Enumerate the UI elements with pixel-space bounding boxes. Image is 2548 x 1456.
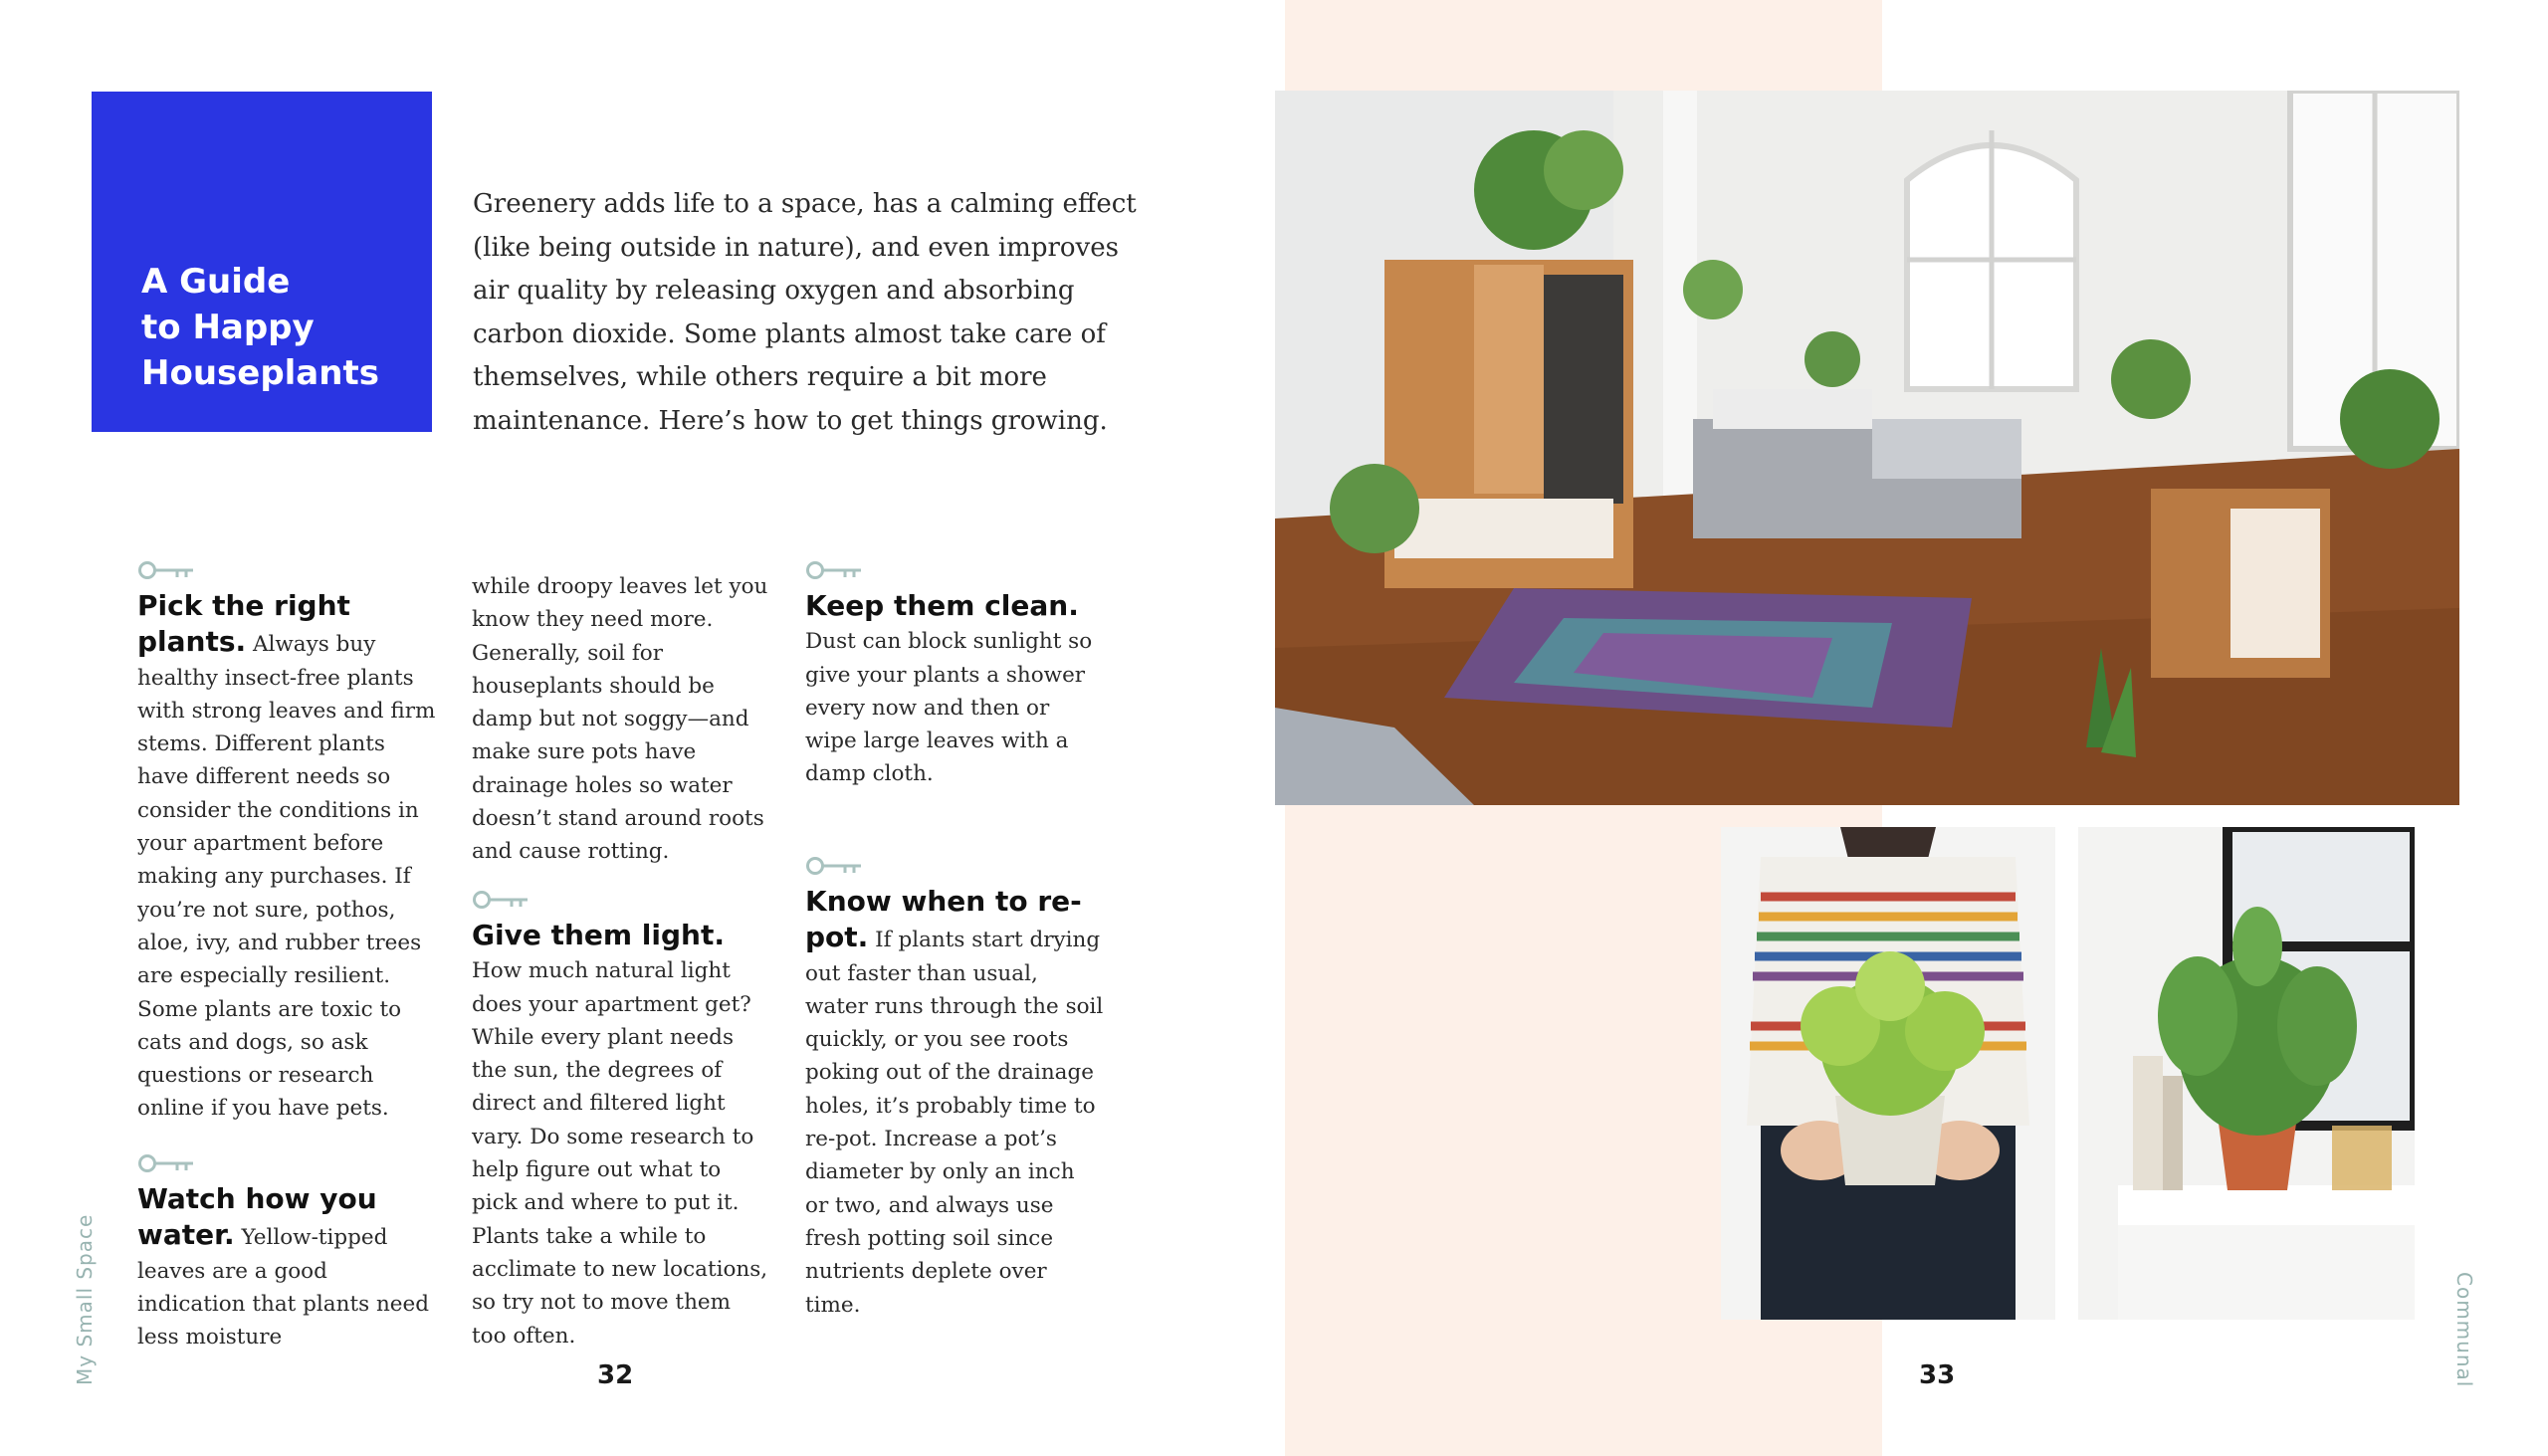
- column-2: [472, 570, 770, 869]
- key-icon: [805, 855, 863, 877]
- running-header-left: My Small Space: [73, 1213, 97, 1385]
- title-line: Houseplants: [141, 353, 379, 393]
- windowsill-plant-photo: [2078, 827, 2415, 1320]
- intro-paragraph: Greenery adds life to a space, has a calming effect (like being outside in nature), and even improves air quality by releasing oxygen and absorbing carbon dioxide. Some plants almost take care of themselves, while others require a bit more maintenance. Here’s how to get things growing.: [473, 189, 1137, 436]
- running-header-right: Communal: [2452, 1272, 2476, 1388]
- tip-heading: Watch how you water.: [137, 1182, 377, 1252]
- key-icon: [137, 1152, 195, 1174]
- column-1: [137, 559, 436, 1126]
- tip-heading: Give them light.: [472, 919, 725, 951]
- column-3-lower: [805, 855, 1104, 1322]
- tip-body: How much natural light does your apartment get? While every plant needs the sun, the degrees of direct and filtered light vary. Do some research to help figure out what to pick and where to put it. Plants take a while to acclimate to new locations, so try not to move them too often.: [472, 958, 768, 1349]
- column-2-lower: [472, 889, 770, 1352]
- tip-heading: Keep them clean.: [805, 589, 1079, 622]
- tip-light: [472, 919, 770, 1352]
- title-line: to Happy: [141, 308, 315, 347]
- key-icon: [805, 559, 863, 581]
- tip-body: Yellow-tipped leaves are a good indication that plants need less moisture: [137, 1225, 430, 1351]
- title-box: [92, 92, 432, 432]
- page-number-left: 32: [597, 1360, 634, 1390]
- column-1-lower: [137, 1152, 436, 1353]
- key-icon: [472, 889, 530, 911]
- title-line: A Guide: [141, 262, 291, 302]
- tip-body: If plants start drying out faster than usual, water runs through the soil quickly, or you see roots poking out of the drainage holes, it’s probably time to re-pot. Increase a pot’s diameter by only an inch or two, and always use fresh potting soil since nutrients deplete over time.: [805, 928, 1104, 1318]
- bedroom-photo: [1275, 91, 2459, 805]
- tip-pick-plants: [137, 589, 436, 1126]
- tip-clean: [805, 589, 1104, 791]
- holding-plant-photo: [1721, 827, 2055, 1320]
- tip-heading: Pick the right plants.: [137, 589, 350, 659]
- tip-body: Dust can block sunlight so give your plants a shower every now and then or wipe large leaves with a damp cloth.: [805, 629, 1093, 787]
- key-icon: [137, 559, 195, 581]
- tip-heading: Know when to re-pot.: [805, 885, 1082, 954]
- page-number-right: 33: [1919, 1360, 1956, 1390]
- tip-water: [137, 1182, 436, 1353]
- tip-repot: [805, 885, 1104, 1322]
- column-3: [805, 559, 1104, 791]
- tip-water-continued: while droopy leaves let you know they need more. Generally, soil for houseplants should be damp but not soggy—and make sure pots have drainage holes so water doesn’t stand around roots and cause rotting.: [472, 574, 768, 865]
- tip-body: Always buy healthy insect-free plants with strong leaves and firm stems. Different plants have different needs so consider the conditions in your apartment before making any purchases. If you’re not sure, pothos, aloe, ivy, and rubber trees are especially resilient. Some plants are toxic to cats and dogs, so ask questions or research online if you have pets.: [137, 632, 436, 1122]
